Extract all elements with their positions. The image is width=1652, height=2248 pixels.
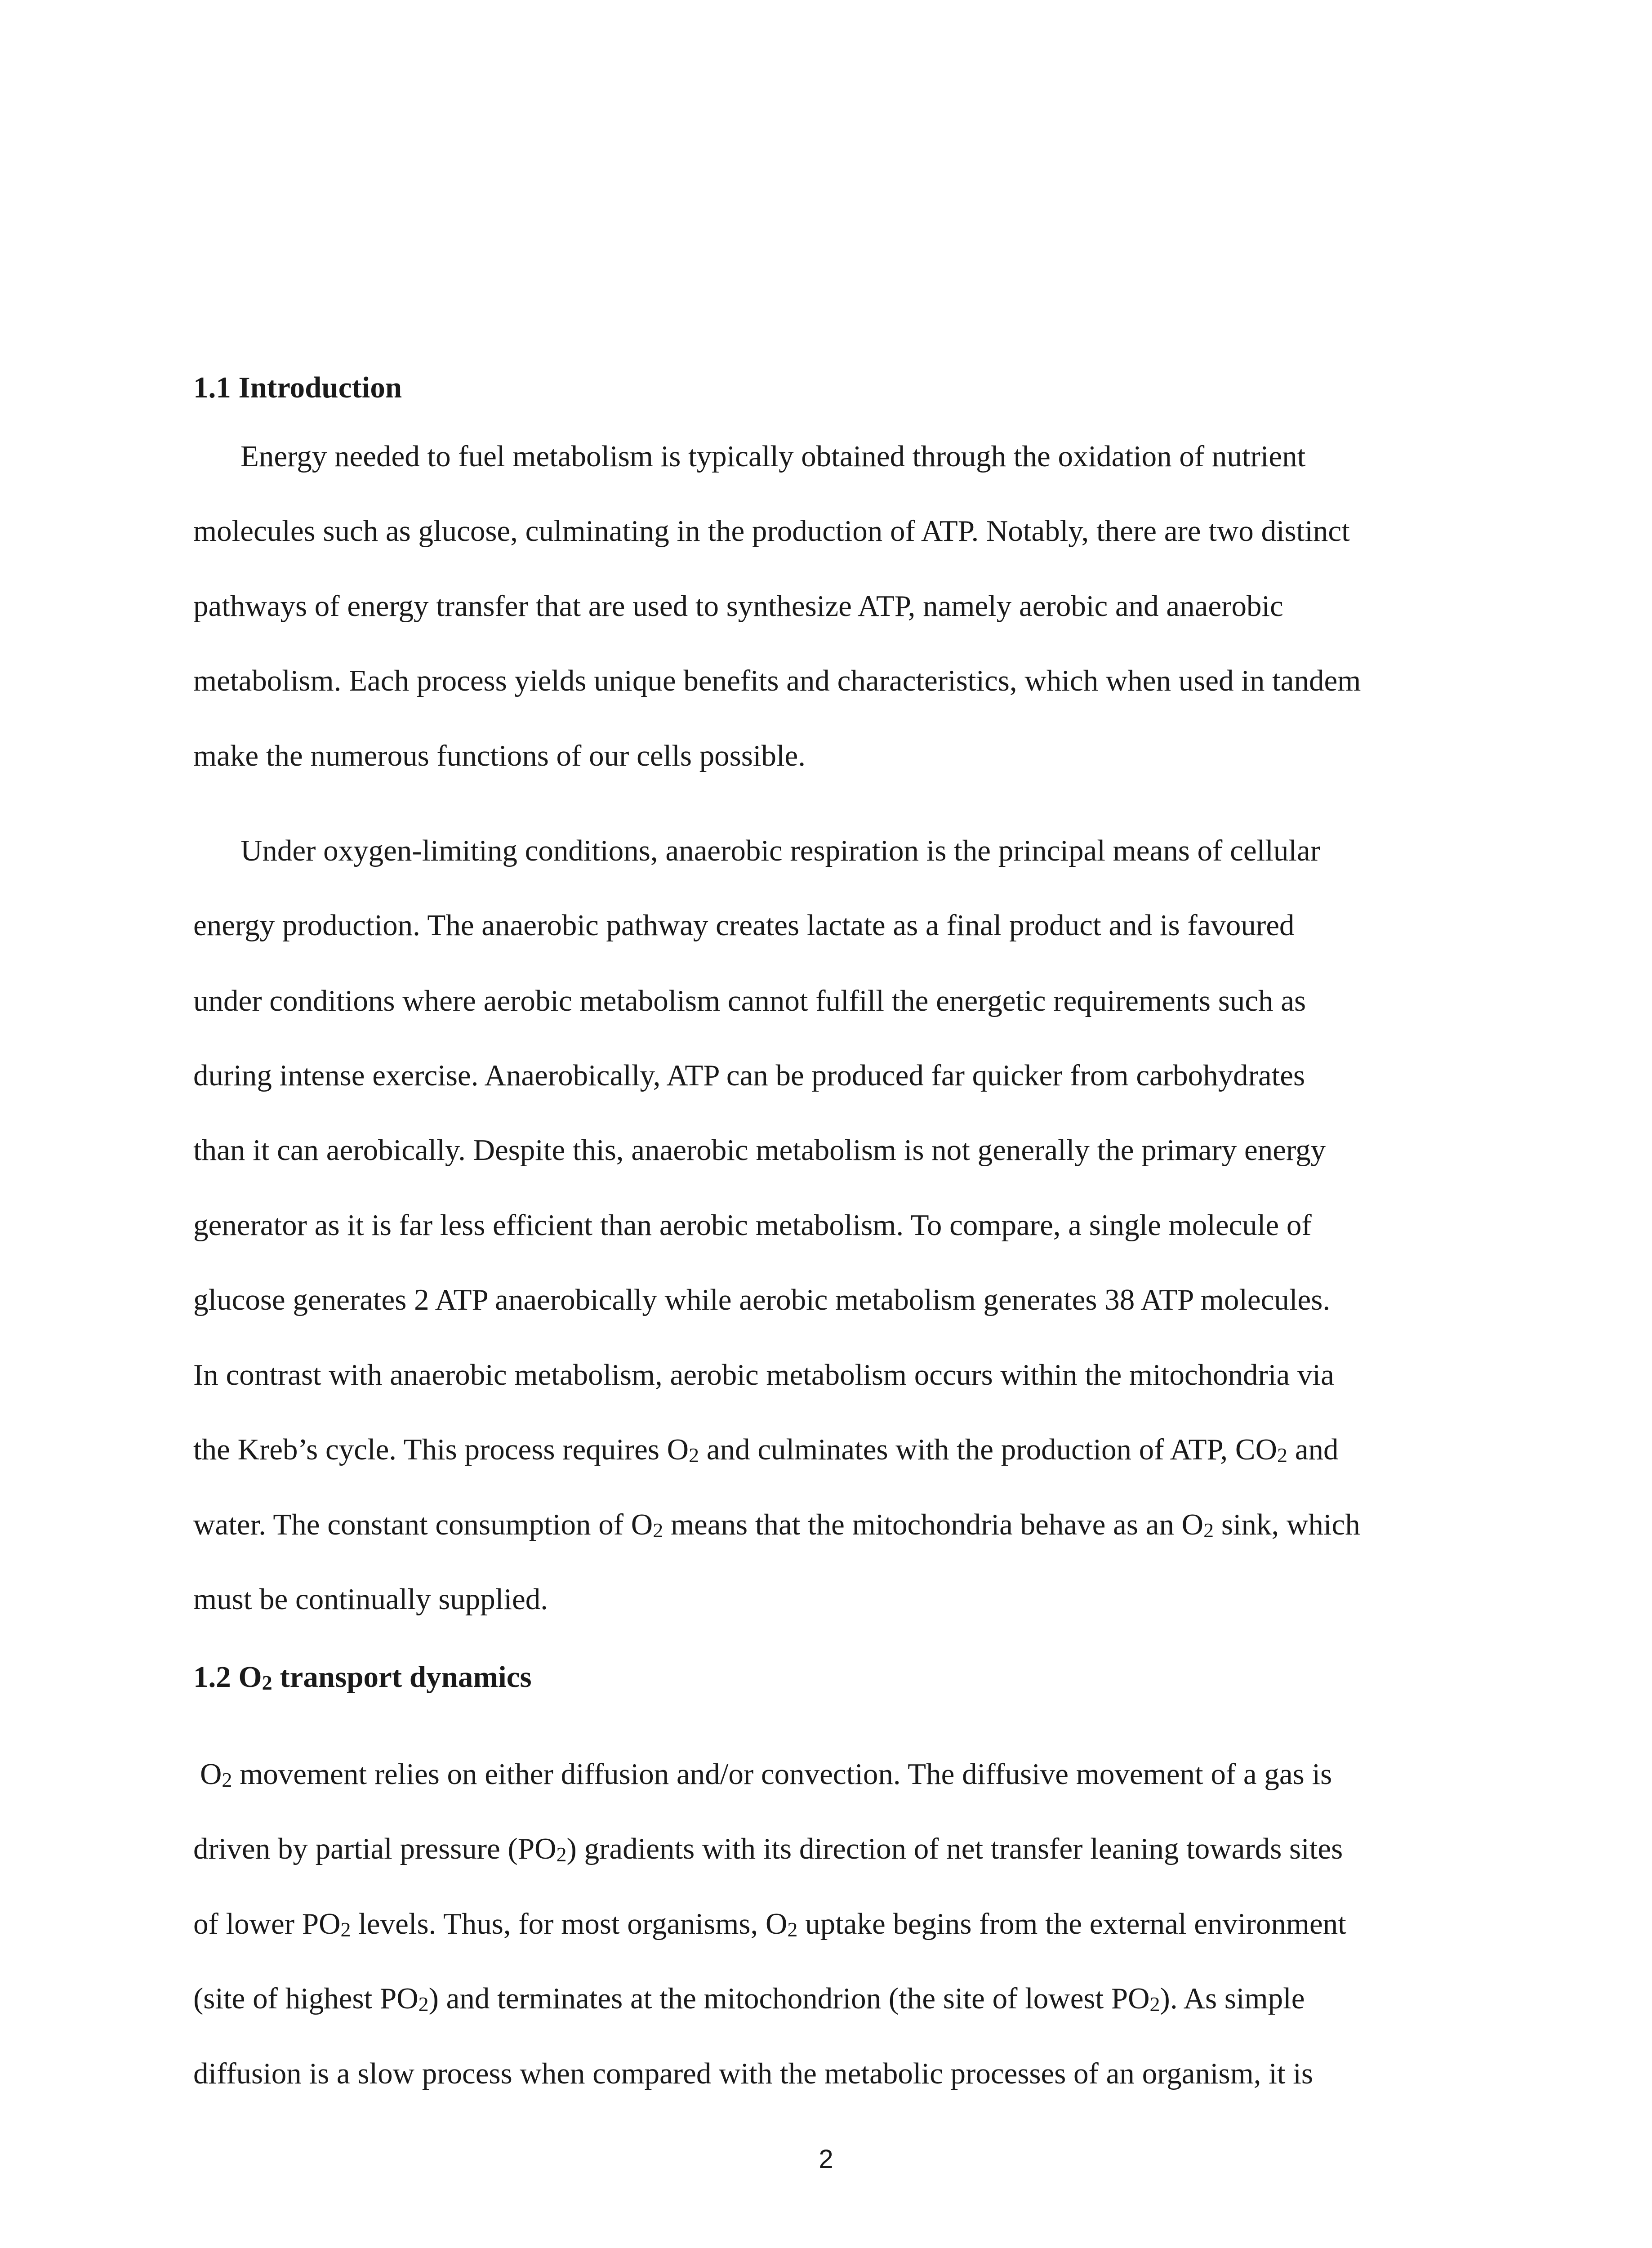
body-line: Under oxygen-limiting conditions, anaerobic respiration is the principal means of cellular — [240, 834, 1320, 867]
subscript: 2 — [653, 1519, 663, 1542]
body-line: metabolism. Each process yields unique benefits and characteristics, which when used in tandem — [193, 664, 1361, 697]
body-line: than it can aerobically. Despite this, anaerobic metabolism is not generally the primary energy — [193, 1133, 1326, 1167]
body-line: generator as it is far less efficient than aerobic metabolism. To compare, a single molecule of — [193, 1209, 1312, 1242]
subscript: 2 — [222, 1768, 232, 1791]
body-line: make the numerous functions of our cells possible. — [193, 739, 806, 772]
subscript: 2 — [418, 1993, 429, 2016]
body-line: molecules such as glucose, culminating in the production of ATP. Notably, there are two distinct — [193, 514, 1350, 548]
subscript: 2 — [340, 1918, 351, 1941]
body-line: the Kreb’s cycle. This process requires $O_2$ and culminates with the production of ATP, $CO_2$ and — [193, 1433, 1339, 1467]
subscript: 2 — [1149, 1993, 1160, 2016]
body-line: Energy needed to fuel metabolism is typically obtained through the oxidation of nutrient — [240, 440, 1306, 473]
subscript: 2 — [1277, 1444, 1287, 1467]
body-line: of lower $PO_2$ levels. Thus, for most organisms, $O_2$ uptake begins from the external environment — [193, 1907, 1346, 1941]
body-line: energy production. The anaerobic pathway creates lactate as a final product and is favoured — [193, 909, 1295, 942]
body-line: In contrast with anaerobic metabolism, aerobic metabolism occurs within the mitochondria via — [193, 1358, 1334, 1392]
body-line: must be continually supplied. — [193, 1583, 548, 1616]
subscript: 2 — [556, 1843, 567, 1866]
body-line: driven by partial pressure $(PO_2)$ gradients with its direction of net transfer leaning towards sites — [193, 1832, 1343, 1866]
subscript: 2 — [689, 1444, 699, 1467]
body-line: $O_2$ movement relies on either diffusion and/or convection. The diffusive movement of a gas is — [200, 1757, 1332, 1791]
section-heading-o2-transport: 1.2 $O_2$ transport dynamics — [193, 1660, 532, 1694]
body-line: under conditions where aerobic metabolism cannot fulfill the energetic requirements such as — [193, 984, 1306, 1017]
subscript: 2 — [262, 1671, 272, 1694]
body-line: (site of highest $PO_2$) and terminates at the mitochondrion (the site of lowest $PO_2$). As simple — [193, 1982, 1305, 2016]
body-line: pathways of energy transfer that are used to synthesize ATP, namely aerobic and anaerobic — [193, 589, 1283, 623]
body-line: diffusion is a slow process when compared with the metabolic processes of an organism, it is — [193, 2057, 1313, 2090]
body-line: during intense exercise. Anaerobically, ATP can be produced far quicker from carbohydrates — [193, 1059, 1305, 1092]
subscript: 2 — [1203, 1519, 1214, 1542]
section-heading-introduction: 1.1 Introduction — [193, 371, 402, 404]
subscript: 2 — [787, 1918, 798, 1941]
page-number: 2 — [819, 2145, 833, 2174]
body-line: water. The constant consumption of $O_2$ means that the mitochondria behave as an $O_2$ sink, which — [193, 1508, 1360, 1542]
body-line: glucose generates 2 ATP anaerobically while aerobic metabolism generates 38 ATP molecules. — [193, 1283, 1331, 1316]
